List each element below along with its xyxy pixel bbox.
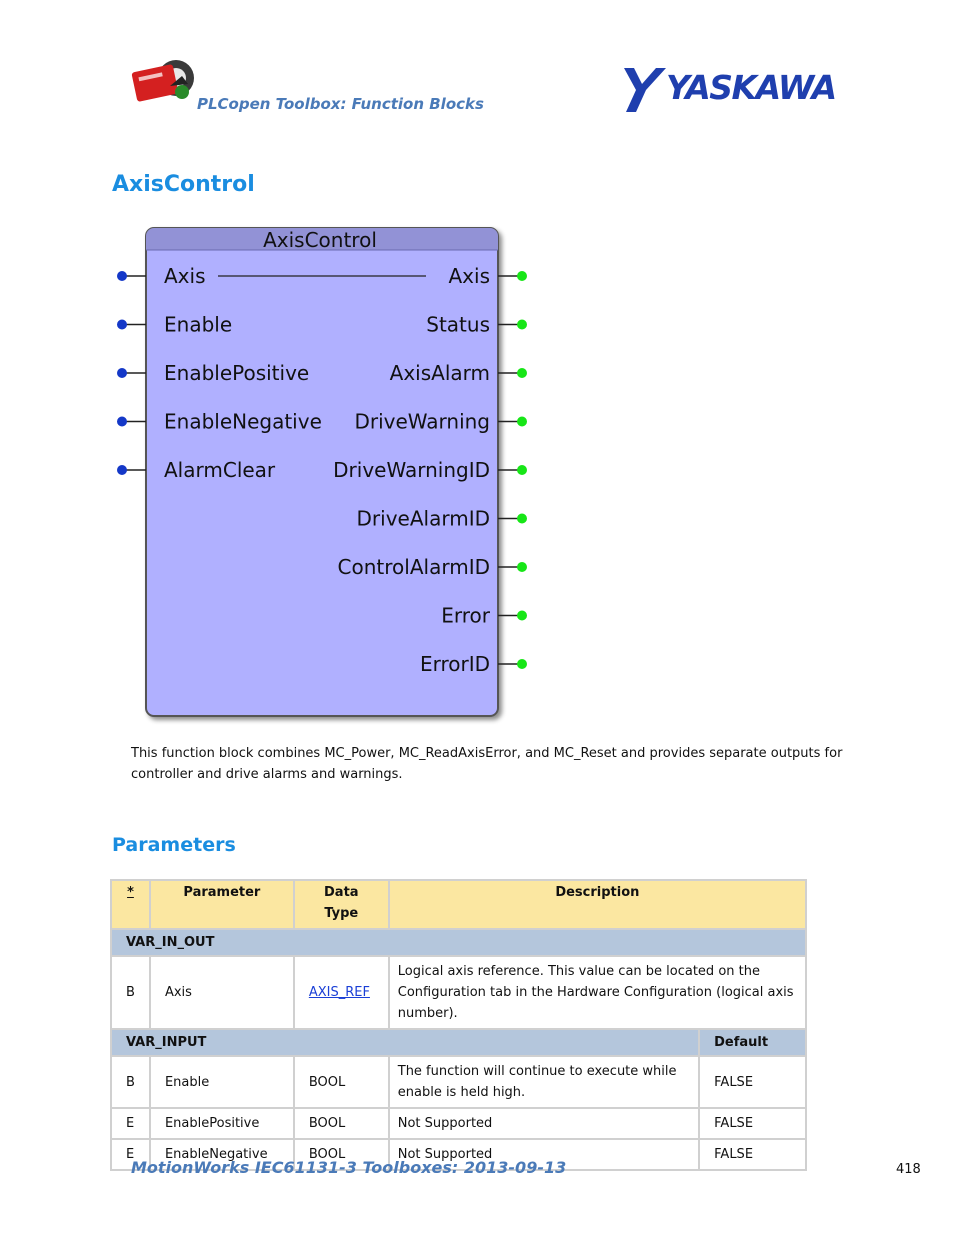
table-header-row [111,880,806,929]
table-row: E EnableNegative BOOL Not Supported FALSE [111,1139,806,1170]
section-row-var-input: VAR_INPUT Default [111,1029,806,1056]
output-pin-label: AxisAlarm [389,361,490,385]
input-pin-dot [117,320,127,330]
input-pin-label: AlarmClear [164,458,276,482]
input-pin-dot [117,465,127,475]
star-column-header: * [111,880,150,929]
output-pin-dot [517,514,527,524]
input-pin-label: Enable [164,312,233,337]
header-title: PLCopen Toolbox: Function Blocks [197,95,484,113]
output-pin-label: DriveWarning [354,409,490,434]
page-title: AxisControl [112,172,255,197]
output-pin-dot [517,659,527,669]
output-pin-label: DriveWarningID [333,458,490,482]
description-text: This function block combines MC_Power, MC_ReadAxisError, and MC_Reset and provides separate outputs for controller and drive alarms and warnings. [131,746,843,782]
block-title: AxisControl [263,228,377,252]
axis-ref-link[interactable]: AXIS_REF [308,985,370,1000]
output-pin-dot [517,611,527,621]
table-row: B Enable BOOL The function will continue to execute while enable is held high. FALSE [111,1056,806,1108]
footer-title: MotionWorks IEC61131-3 Toolboxes: 2013-09-13 [131,1158,567,1177]
output-pin-label: DriveAlarmID [356,506,490,531]
output-pin-dot [517,562,527,572]
input-pin-label: EnablePositive [164,361,310,385]
data-type-column-header: Data Type [294,880,389,929]
output-pin-dot [517,465,527,475]
table-row: B Axis AXIS_REF Logical axis reference. This value can be located on the Configuration tab in the Hardware Configuration (logical axis number). [111,956,806,1029]
output-pin-dot [517,320,527,330]
output-pin-dot [517,271,527,281]
output-pin-label: Error [441,603,490,628]
table-row: E EnablePositive BOOL Not Supported FALSE [111,1108,806,1139]
yaskawa-logo [622,66,844,112]
function-block-diagram [110,222,550,727]
input-pin-label: Axis [164,264,206,288]
default-column-header: Default [699,1029,806,1056]
output-pin-label: Axis [448,264,490,288]
input-pin-dot [117,368,127,378]
output-pin-label: Status [426,312,490,337]
parameters-table [110,879,807,1171]
toolbox-logo-icon [130,56,200,110]
output-pin-dot [517,368,527,378]
page-number: 418 [896,1162,921,1177]
description-column-header: Description [389,880,806,929]
output-pin-label: ErrorID [419,652,490,676]
parameters-heading: Parameters [112,834,236,856]
parameter-column-header: Parameter [150,880,294,929]
brand-name: YASKAWA [666,68,836,107]
input-pin-dot [117,417,127,427]
input-pin-label: EnableNegative [164,409,322,434]
section-row-var-in-out: VAR_IN_OUT [111,929,806,956]
output-pin-label: ControlAlarmID [337,555,490,579]
yaskawa-logo-icon [622,66,666,112]
input-pin-dot [117,271,127,281]
output-pin-dot [517,417,527,427]
